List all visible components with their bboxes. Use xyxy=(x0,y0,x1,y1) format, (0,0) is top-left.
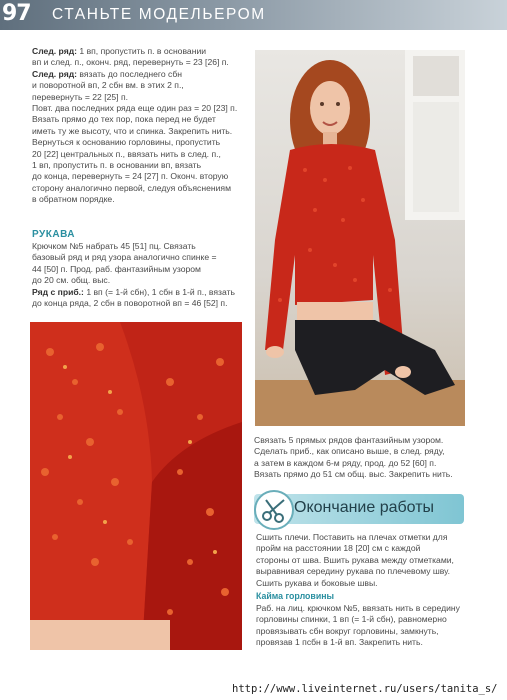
text-line: Вязать прямо до 51 см общ. выс. Закрепить нить. xyxy=(254,469,453,480)
section-title-sleeves: РУКАВА xyxy=(32,229,76,240)
knit-texture-illustration xyxy=(30,322,242,650)
text-line: 44 [50] п. Прод. раб. фантазийным узором xyxy=(32,263,201,274)
text-line: до конца, перевернуть = 24 [27] п. Оконч. вторую xyxy=(32,171,229,182)
text-line: и поворотной вп, 2 сбн вм. в этих 2 п., xyxy=(32,80,184,91)
text-line: Вернуться к основанию горловины, пропустить xyxy=(32,137,221,148)
text-line: иметь ту же высоту, что и спинка. Закрепить нить. xyxy=(32,125,233,136)
text-line: Крючком №5 набрать 45 [51] пц. Связать xyxy=(32,241,196,251)
text-line: 1 вп, пропустить п. в основании вп, вязать xyxy=(32,160,202,171)
instructions-front xyxy=(32,46,247,206)
scissors-icon xyxy=(254,490,294,530)
text-line: пройм на расстоянии 18 [20] см с каждой xyxy=(256,543,421,554)
text-line: Сшить плечи. Поставить на плечах отметки для xyxy=(256,532,448,542)
text-line: провязав 1 псбн в 1-й вп. Закрепить нить. xyxy=(256,637,423,648)
instructions-sleeves-continued xyxy=(254,435,464,481)
text-line: Ряд с приб.: 1 вп (= 1-й сбн), 1 сбн в 1-й п., вязать xyxy=(32,286,235,297)
model-illustration xyxy=(255,50,465,426)
text-line: выравнивая середину рукава по плечевому шву. xyxy=(256,566,451,577)
text-line: сторону аналогично первой, следуя объяснениям xyxy=(32,182,231,193)
page-title: СТАНЬТЕ МОДЕЛЬЕРОМ xyxy=(52,6,266,23)
instructions-sleeves xyxy=(32,241,247,309)
text-line: Вязать прямо до тех пор, пока перед не будет xyxy=(32,114,216,125)
instructions-neckband xyxy=(256,603,466,649)
text-line: Связать 5 прямых рядов фантазийным узором. xyxy=(254,435,444,445)
text-line: Сделать приб., как описано выше, в след. ряду, xyxy=(254,446,445,457)
text-line: до 20 см. общ. выс. xyxy=(32,275,111,286)
text-line: провязывать сбн вокруг горловины, замкнуть, xyxy=(256,625,439,636)
text-line: вп и след. п., оконч. ряд, перевернуть = 23 [26] п. xyxy=(32,57,229,68)
text-line: Раб. на лиц. крючком №5, ввязать нить в середину xyxy=(256,603,460,613)
text-line: 20 [22] центральных п., ввязать нить в след. п., xyxy=(32,148,221,159)
text-line: в обратном порядке. xyxy=(32,194,115,205)
footer-url[interactable]: http://www.liveinternet.ru/users/tanita_s/ xyxy=(232,683,498,695)
text-line: След. ряд: вязать до последнего сбн xyxy=(32,68,183,79)
finishing-title: Окончание работы xyxy=(294,499,435,516)
text-line: След. ряд: 1 вп, пропустить п. в основании xyxy=(32,46,207,56)
model-photo xyxy=(255,50,465,426)
neckband-title: Кайма горловины xyxy=(256,591,335,601)
text-line: горловины спинки, 1 вп (= 1-й сбн), равномерно xyxy=(256,614,447,625)
instructions-finishing xyxy=(256,532,466,589)
text-line: стороны от шва. Вшить рукава между отметками, xyxy=(256,554,454,565)
text-line: Сшить рукава и боковые швы. xyxy=(256,577,378,588)
finishing-banner xyxy=(254,494,464,524)
text-line: а затем в каждом 6-м ряду, прод. до 52 [60] п. xyxy=(254,457,437,468)
text-line: Повт. два последних ряда еще один раз = 20 [23] п. xyxy=(32,103,238,114)
header-bar xyxy=(0,0,507,30)
page-number: 97 xyxy=(2,1,31,26)
text-line: перевернуть = 22 [25] п. xyxy=(32,91,128,102)
sweater-detail-photo xyxy=(30,322,242,650)
text-line: до конца ряда, 2 сбн в поворотной вп = 46 [52] п. xyxy=(32,298,228,309)
text-line: базовый ряд и ряд узора аналогично спинке = xyxy=(32,252,217,263)
